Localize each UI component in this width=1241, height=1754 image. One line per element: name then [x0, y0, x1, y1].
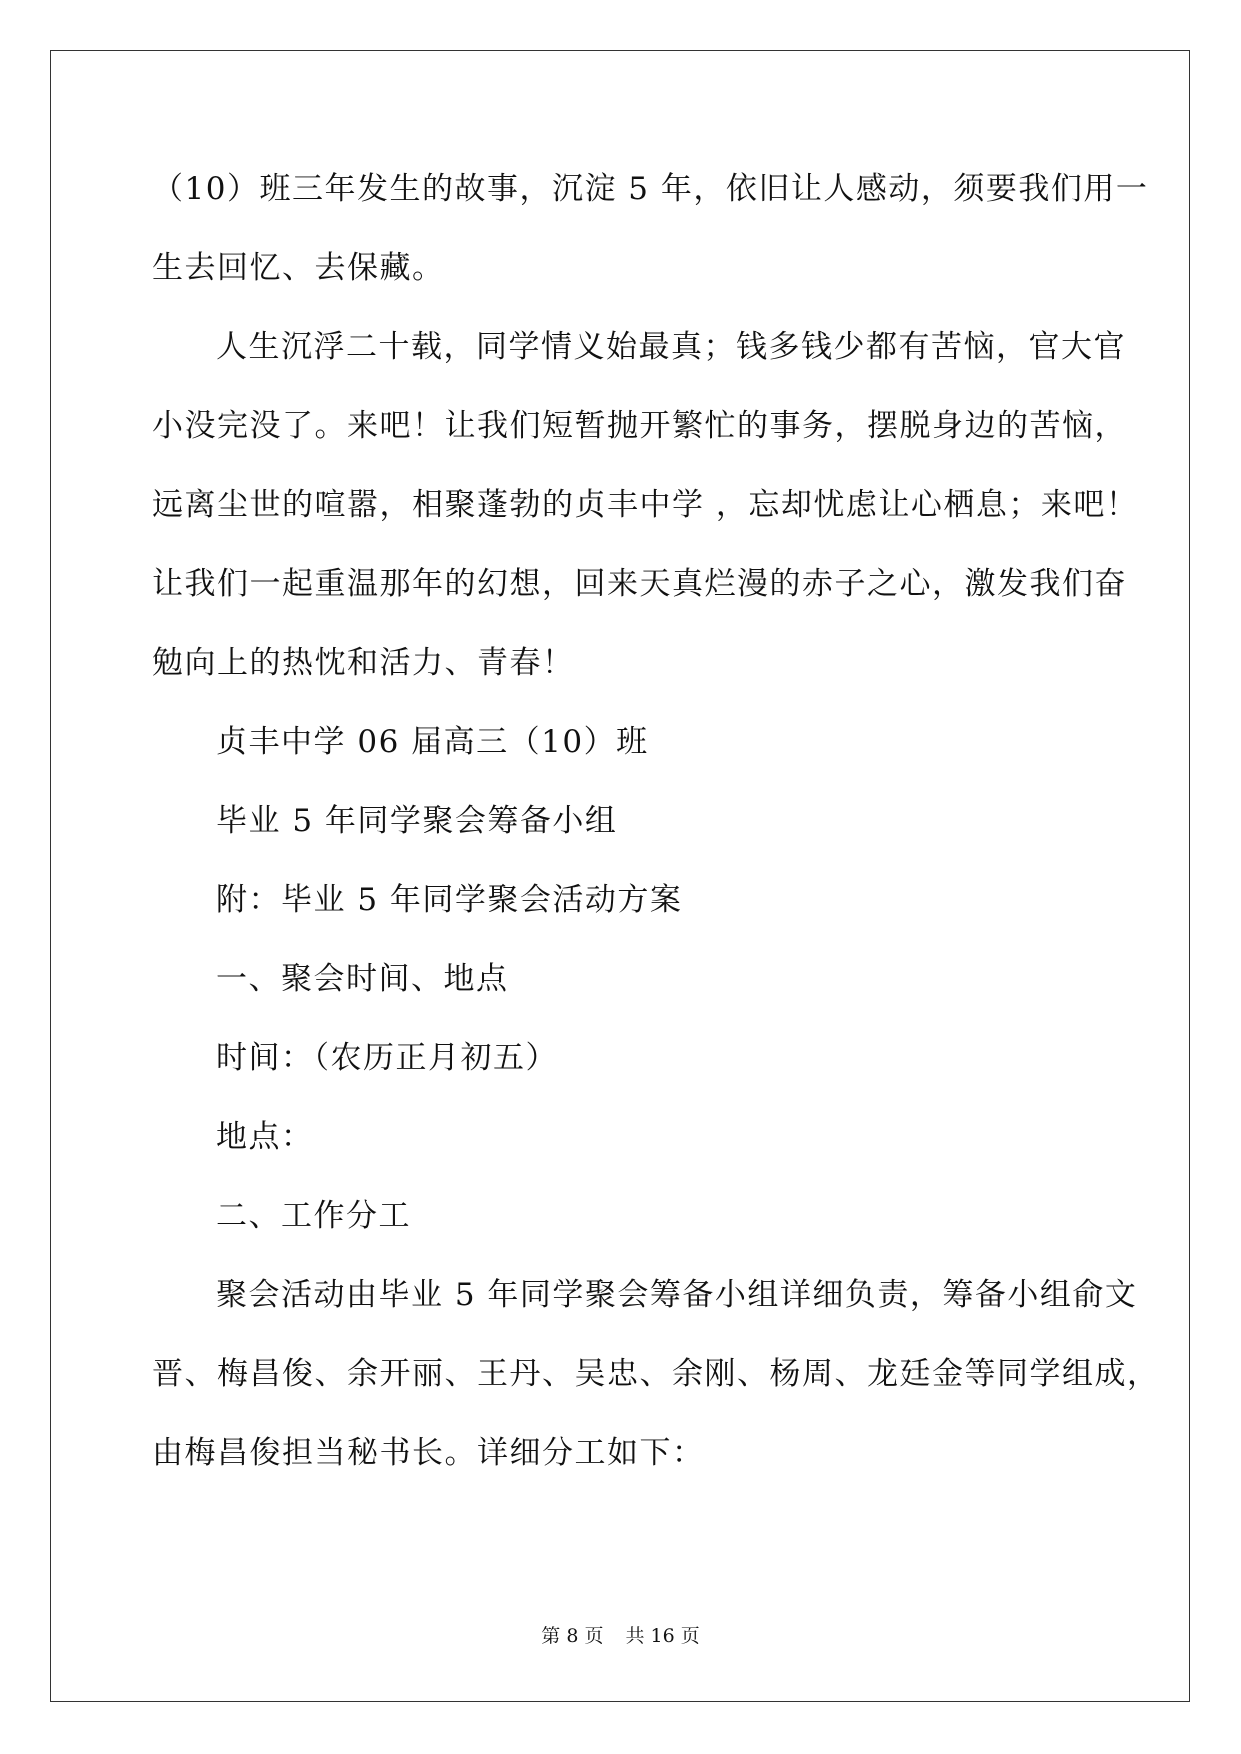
- signature-school: 贞丰中学 06 届高三（10）班: [216, 724, 649, 760]
- text-line: 勉向上的热忱和活力、青春！: [152, 645, 575, 681]
- text-line: 生去回忆、去保藏。: [152, 250, 445, 286]
- appendix-title: 附：毕业 5 年同学聚会活动方案: [216, 882, 683, 918]
- page-footer: [0, 1624, 1241, 1648]
- text-line: 聚会活动由毕业 5 年同学聚会筹备小组详细负责，筹备小组俞文: [216, 1277, 1138, 1313]
- document-body: [152, 150, 1160, 1493]
- text-line: 晋、梅昌俊、余开丽、王丹、吴忠、余刚、杨周、龙廷金等同学组成，: [152, 1356, 1160, 1392]
- page-number-current: 第 8 页: [541, 1625, 604, 1647]
- text-line: 人生沉浮二十载，同学情义始最真；钱多钱少都有苦恼，官大官: [216, 329, 1126, 365]
- place-field: 地点：: [216, 1119, 314, 1155]
- text-line: 由梅昌俊担当秘书长。详细分工如下：: [152, 1435, 705, 1471]
- time-field: 时间：（农历正月初五）: [216, 1040, 558, 1076]
- section-heading-time-place: 一、聚会时间、地点: [216, 961, 509, 997]
- text-line: 小没完没了。来吧！让我们短暂抛开繁忙的事务，摆脱身边的苦恼，: [152, 408, 1127, 444]
- section-heading-division: 二、工作分工: [216, 1198, 411, 1234]
- text-line: 远离尘世的喧嚣，相聚蓬勃的贞丰中学 ，忘却忧虑让心栖息；来吧！: [152, 487, 1139, 523]
- signature-committee: 毕业 5 年同学聚会筹备小组: [216, 803, 618, 839]
- text-line: 让我们一起重温那年的幻想，回来天真烂漫的赤子之心，激发我们奋: [152, 566, 1127, 602]
- page-number-total: 共 16 页: [625, 1625, 700, 1647]
- text-line: （10）班三年发生的故事，沉淀 5 年，依旧让人感动，须要我们用一: [152, 171, 1149, 207]
